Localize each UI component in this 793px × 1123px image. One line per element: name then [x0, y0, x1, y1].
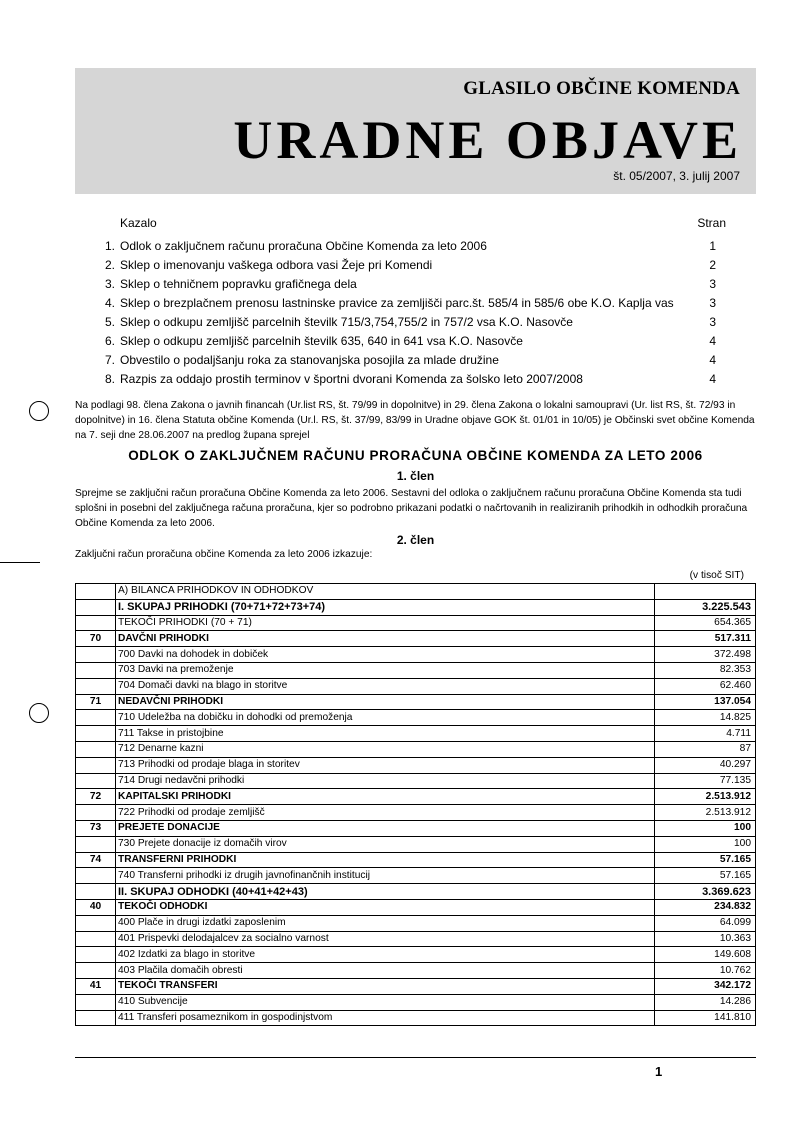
- table-row: [76, 1010, 756, 1026]
- account-label: KAPITALSKI PRIHODKI: [116, 789, 655, 805]
- account-code: [76, 947, 116, 963]
- account-code: [76, 963, 116, 979]
- toc-item-page: 3: [709, 315, 716, 329]
- table-row: [76, 884, 756, 900]
- account-value: 149.608: [655, 947, 756, 963]
- punch-hole-icon: [29, 703, 49, 723]
- table-row: [76, 978, 756, 994]
- article-2-heading: 2. člen: [396, 533, 435, 547]
- account-label: 401 Prispevki delodajalcev za socialno varnost: [116, 931, 655, 947]
- intro-paragraph: Na podlagi 98. člena Zakona o javnih financah (Ur.list RS, št. 79/99 in dopolnitve) in 29. člena Zakona o lokalni samoupravi (Ur. list RS, št. 72/93 in dopolnitve) in 16. člena Statuta občine Komenda (Ur.l. RS, št. 37/99, 83/99 in Uradne objave GOK št. 01/01 in 10/05) je Občinski svet občine Komenda na 7. seji dne 28.06.2007 na predlog župana sprejel: [75, 400, 755, 441]
- account-code: [76, 710, 116, 726]
- account-code: [76, 741, 116, 757]
- table-row: [76, 789, 756, 805]
- table-row: [76, 915, 756, 931]
- toc-item: [75, 372, 756, 391]
- table-row: [76, 852, 756, 868]
- account-value: 234.832: [655, 899, 756, 915]
- table-row: [76, 599, 756, 615]
- account-code: [76, 931, 116, 947]
- account-value: 10.762: [655, 963, 756, 979]
- account-label: NEDAVČNI PRIHODKI: [116, 694, 655, 710]
- toc-item-title: Obvestilo o podaljšanju roka za stanovanjska posojila za mlade družine: [120, 353, 499, 367]
- account-label: 730 Prejete donacije iz domačih virov: [116, 836, 655, 852]
- account-label: 711 Takse in pristojbine: [116, 726, 655, 742]
- toc-page-heading: Stran: [697, 216, 726, 230]
- account-label: TEKOČI ODHODKI: [116, 899, 655, 915]
- unit-note: (v tisoč SIT): [689, 570, 744, 581]
- account-label: DAVČNI PRIHODKI: [116, 631, 655, 647]
- account-label: A) BILANCA PRIHODKOV IN ODHODKOV: [116, 584, 655, 600]
- punch-hole-icon: [29, 401, 49, 421]
- toc-item-number: 5.: [104, 315, 115, 329]
- toc-heading: Kazalo: [120, 216, 157, 230]
- toc-item-page: 3: [709, 277, 716, 291]
- page-number: 1: [655, 1064, 663, 1079]
- table-row: [76, 899, 756, 915]
- account-value: 2.513.912: [655, 805, 756, 821]
- account-label: 704 Domači davki na blago in storitve: [116, 678, 655, 694]
- account-value: 77.135: [655, 773, 756, 789]
- account-value: 141.810: [655, 1010, 756, 1026]
- account-code: [76, 805, 116, 821]
- account-value: 2.513.912: [655, 789, 756, 805]
- table-row: [76, 678, 756, 694]
- toc-item-title: Sklep o odkupu zemljišč parcelnih številk 715/3,754,755/2 in 757/2 vsa K.O. Nasovče: [120, 315, 573, 329]
- toc-item-page: 4: [709, 334, 716, 348]
- table-row: [76, 726, 756, 742]
- table-row: [76, 710, 756, 726]
- decree-title: ODLOK O ZAKLJUČNEM RAČUNU PRORAČUNA OBČINE KOMENDA ZA LETO 2006: [128, 448, 703, 463]
- toc-item-title: Sklep o imenovanju vaškega odbora vasi Žeje pri Komendi: [120, 258, 433, 272]
- account-value: 137.054: [655, 694, 756, 710]
- account-code: [76, 836, 116, 852]
- account-value: 372.498: [655, 647, 756, 663]
- toc-item-title: Razpis za oddajo prostih terminov v športni dvorani Komenda za šolsko leto 2007/2008: [120, 372, 583, 386]
- account-label: 710 Udeležba na dobičku in dohodki od premoženja: [116, 710, 655, 726]
- account-label: 403 Plačila domačih obresti: [116, 963, 655, 979]
- account-label: 722 Prihodki od prodaje zemljišč: [116, 805, 655, 821]
- account-value: 10.363: [655, 931, 756, 947]
- account-code: 70: [76, 631, 116, 647]
- account-label: 713 Prihodki od prodaje blaga in storitev: [116, 757, 655, 773]
- account-code: [76, 994, 116, 1010]
- masthead-title: URADNE OBJAVE: [233, 110, 742, 170]
- toc-item-number: 7.: [104, 353, 115, 367]
- account-label: 411 Transferi posameznikom in gospodinjstvom: [116, 1010, 655, 1026]
- toc-item-number: 4.: [104, 296, 115, 310]
- account-code: [76, 773, 116, 789]
- table-row: [76, 820, 756, 836]
- account-code: [76, 615, 116, 631]
- account-value: 57.165: [655, 852, 756, 868]
- toc-item-page: 4: [709, 353, 716, 367]
- account-label: 410 Subvencije: [116, 994, 655, 1010]
- account-label: PREJETE DONACIJE: [116, 820, 655, 836]
- account-code: [76, 868, 116, 884]
- account-code: 71: [76, 694, 116, 710]
- account-value: 3.369.623: [655, 884, 756, 900]
- account-code: 41: [76, 978, 116, 994]
- account-value: 342.172: [655, 978, 756, 994]
- table-row: [76, 868, 756, 884]
- budget-table: [75, 583, 756, 1026]
- account-code: [76, 678, 116, 694]
- publication-name: GLASILO OBČINE KOMENDA: [463, 78, 740, 99]
- account-code: [76, 1010, 116, 1026]
- account-code: [76, 599, 116, 615]
- account-value: 14.825: [655, 710, 756, 726]
- account-value: 64.099: [655, 915, 756, 931]
- toc-item-number: 6.: [104, 334, 115, 348]
- table-row: [76, 836, 756, 852]
- toc-item-page: 2: [709, 258, 716, 272]
- account-code: 73: [76, 820, 116, 836]
- issue-line: št. 05/2007, 3. julij 2007: [613, 169, 740, 183]
- footer-rule: [75, 1057, 756, 1058]
- article-1-heading: 1. člen: [396, 469, 435, 483]
- account-label: II. SKUPAJ ODHODKI (40+41+42+43): [116, 884, 655, 900]
- account-label: 400 Plače in drugi izdatki zaposlenim: [116, 915, 655, 931]
- toc-item: [75, 296, 756, 315]
- account-label: TEKOČI PRIHODKI (70 + 71): [116, 615, 655, 631]
- table-row: [76, 947, 756, 963]
- toc-item-page: 1: [709, 239, 716, 253]
- table-row: [76, 615, 756, 631]
- account-code: [76, 757, 116, 773]
- toc-item: [75, 277, 756, 296]
- toc-item-number: 1.: [104, 239, 115, 253]
- account-code: [76, 915, 116, 931]
- fold-mark: [0, 562, 40, 563]
- account-label: 703 Davki na premoženje: [116, 662, 655, 678]
- account-code: [76, 884, 116, 900]
- table-row: [76, 647, 756, 663]
- account-code: [76, 662, 116, 678]
- account-code: [76, 726, 116, 742]
- account-value: 100: [655, 820, 756, 836]
- toc-item-title: Sklep o brezplačnem prenosu lastninske pravice za zemljišči parc.št. 585/4 in 585/6 obe K.O. Kaplja vas: [120, 296, 674, 310]
- table-row: [76, 931, 756, 947]
- account-label: 402 Izdatki za blago in storitve: [116, 947, 655, 963]
- account-value: 14.286: [655, 994, 756, 1010]
- table-row: [76, 741, 756, 757]
- toc-item: [75, 315, 756, 334]
- account-value: 82.353: [655, 662, 756, 678]
- toc-item-number: 3.: [104, 277, 115, 291]
- account-value: 4.711: [655, 726, 756, 742]
- account-label: 712 Denarne kazni: [116, 741, 655, 757]
- account-value: 40.297: [655, 757, 756, 773]
- toc-item: [75, 239, 756, 258]
- account-code: [76, 647, 116, 663]
- table-row: [76, 773, 756, 789]
- toc-item-title: Sklep o tehničnem popravku grafičnega dela: [120, 277, 357, 291]
- account-label: TRANSFERNI PRIHODKI: [116, 852, 655, 868]
- table-row: [76, 631, 756, 647]
- toc-item: [75, 334, 756, 353]
- table-row: [76, 694, 756, 710]
- account-value: 654.365: [655, 615, 756, 631]
- toc-item-number: 2.: [104, 258, 115, 272]
- masthead: [75, 68, 756, 194]
- account-label: TEKOČI TRANSFERI: [116, 978, 655, 994]
- table-row: [76, 805, 756, 821]
- account-label: 700 Davki na dohodek in dobiček: [116, 647, 655, 663]
- account-code: 40: [76, 899, 116, 915]
- account-value: 62.460: [655, 678, 756, 694]
- toc-item: [75, 353, 756, 372]
- account-value: 100: [655, 836, 756, 852]
- article-1-text: Sprejme se zaključni račun proračuna Občine Komenda za leto 2006. Sestavni del odloka o zaključnem računu proračuna Občine Komenda sta tudi splošni in posebni del zaključnega računa proračuna, kjer so podrobno prikazani podatki o načrtovanih in realiziranih prihodkih in odhodkih proračuna Občine Komenda za leto 2006.: [75, 488, 748, 529]
- account-label: 714 Drugi nedavčni prihodki: [116, 773, 655, 789]
- article-2-text: Zaključni račun proračuna občine Komenda za leto 2006 izkazuje:: [75, 549, 373, 560]
- account-value: 57.165: [655, 868, 756, 884]
- toc-item-number: 8.: [104, 372, 115, 386]
- table-row: [76, 963, 756, 979]
- toc-item-page: 3: [709, 296, 716, 310]
- account-value: [655, 584, 756, 600]
- table-row: [76, 757, 756, 773]
- toc-item-page: 4: [709, 372, 716, 386]
- account-value: 3.225.543: [655, 599, 756, 615]
- account-code: [76, 584, 116, 600]
- account-code: 74: [76, 852, 116, 868]
- toc-item-title: Sklep o odkupu zemljišč parcelnih številk 635, 640 in 641 vsa K.O. Nasovče: [120, 334, 523, 348]
- account-value: 517.311: [655, 631, 756, 647]
- account-value: 87: [655, 741, 756, 757]
- table-row: [76, 994, 756, 1010]
- toc-item-title: Odlok o zaključnem računu proračuna Občine Komenda za leto 2006: [120, 239, 487, 253]
- account-label: I. SKUPAJ PRIHODKI (70+71+72+73+74): [116, 599, 655, 615]
- toc-item: [75, 258, 756, 277]
- table-row: [76, 662, 756, 678]
- table-row: [76, 584, 756, 600]
- account-code: 72: [76, 789, 116, 805]
- account-label: 740 Transferni prihodki iz drugih javnofinančnih institucij: [116, 868, 655, 884]
